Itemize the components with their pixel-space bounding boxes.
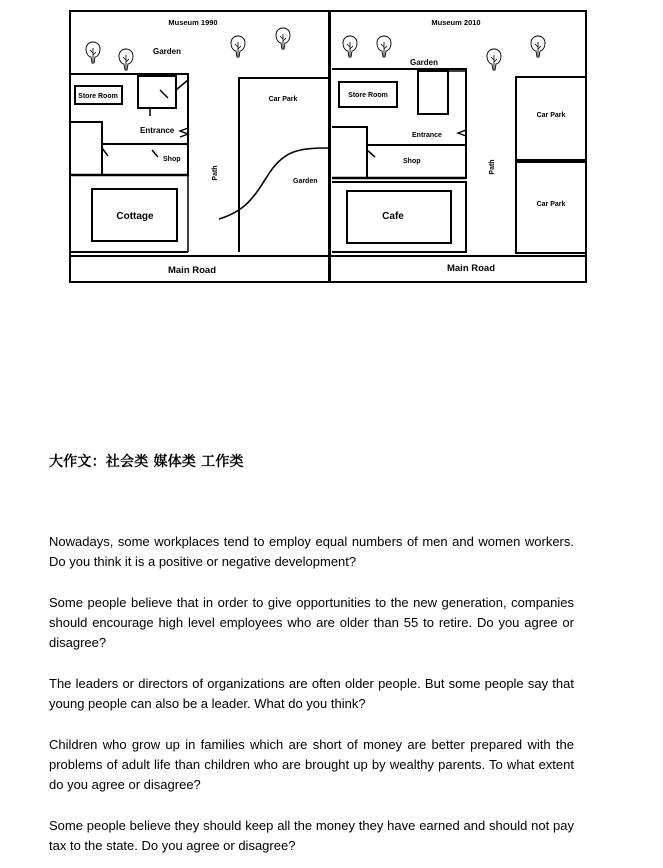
tree-icon bbox=[487, 49, 501, 70]
map-2010-title: Museum 2010 bbox=[431, 18, 481, 27]
map-1990-car-park-label: Car Park bbox=[268, 96, 298, 103]
question-5: Some people believe they should keep all the money they have earned and should not pay tax to the state. Do you agree or disagree? bbox=[49, 818, 574, 853]
question-1: Nowadays, some workplaces tend to employ equal numbers of men and women workers. Do you think it is a positive or negative development? bbox=[49, 534, 574, 569]
map-1990-title: Museum 1990 bbox=[168, 18, 218, 27]
map-2010 bbox=[330, 11, 586, 282]
map-2010-entrance-label: Entrance bbox=[412, 132, 442, 139]
map-1990-garden-label: Garden bbox=[153, 47, 182, 56]
map-1990-path-label: Path bbox=[212, 165, 219, 181]
tree-icon bbox=[276, 28, 290, 49]
map-2010-car-park-bottom-label: Car Park bbox=[536, 201, 566, 208]
tree-icon bbox=[119, 49, 133, 70]
map-1990-entrance-label: Entrance bbox=[140, 126, 175, 135]
map-2010-car-park-top-label: Car Park bbox=[536, 112, 566, 119]
map-2010-cafe-label: Cafe bbox=[382, 211, 404, 222]
tree-icon bbox=[231, 36, 245, 57]
map-1990-road-label: Main Road bbox=[167, 265, 217, 276]
tree-icon bbox=[86, 42, 100, 63]
map-2010-shop-label: Shop bbox=[403, 158, 421, 165]
map-1990 bbox=[70, 11, 329, 282]
museum-maps-figure bbox=[0, 0, 663, 300]
map-2010-garden-label: Garden bbox=[410, 58, 439, 67]
map-1990-garden-lower-label: Garden bbox=[293, 178, 318, 185]
tree-icon bbox=[531, 36, 545, 57]
map-1990-shop-label: Shop bbox=[163, 156, 181, 163]
map-1990-store-room-label: Store Room bbox=[78, 93, 118, 100]
question-4: Children who grow up in families which are short of money are better prepared with the problems of adult life than children who are brought up by wealthy parents. To what extent do you agree or disagree? bbox=[49, 737, 574, 792]
map-2010-store-room-label: Store Room bbox=[348, 92, 388, 99]
tree-icon bbox=[343, 36, 357, 57]
map-1990-cottage-label: Cottage bbox=[116, 211, 154, 222]
question-2: Some people believe that in order to give opportunities to the new generation, companies should encourage high level employees who are older than 55 to retire. Do you agree or disagree? bbox=[49, 595, 574, 650]
question-3: The leaders or directors of organizations are often older people. But some people say that young people can also be a leader. What do you think? bbox=[49, 676, 574, 711]
map-2010-road-label: Main Road bbox=[446, 263, 496, 274]
tree-icon bbox=[377, 36, 391, 57]
section-heading: 大作文：社会类 媒体类 工作类 bbox=[49, 454, 244, 470]
map-2010-path-label: Path bbox=[489, 159, 496, 175]
